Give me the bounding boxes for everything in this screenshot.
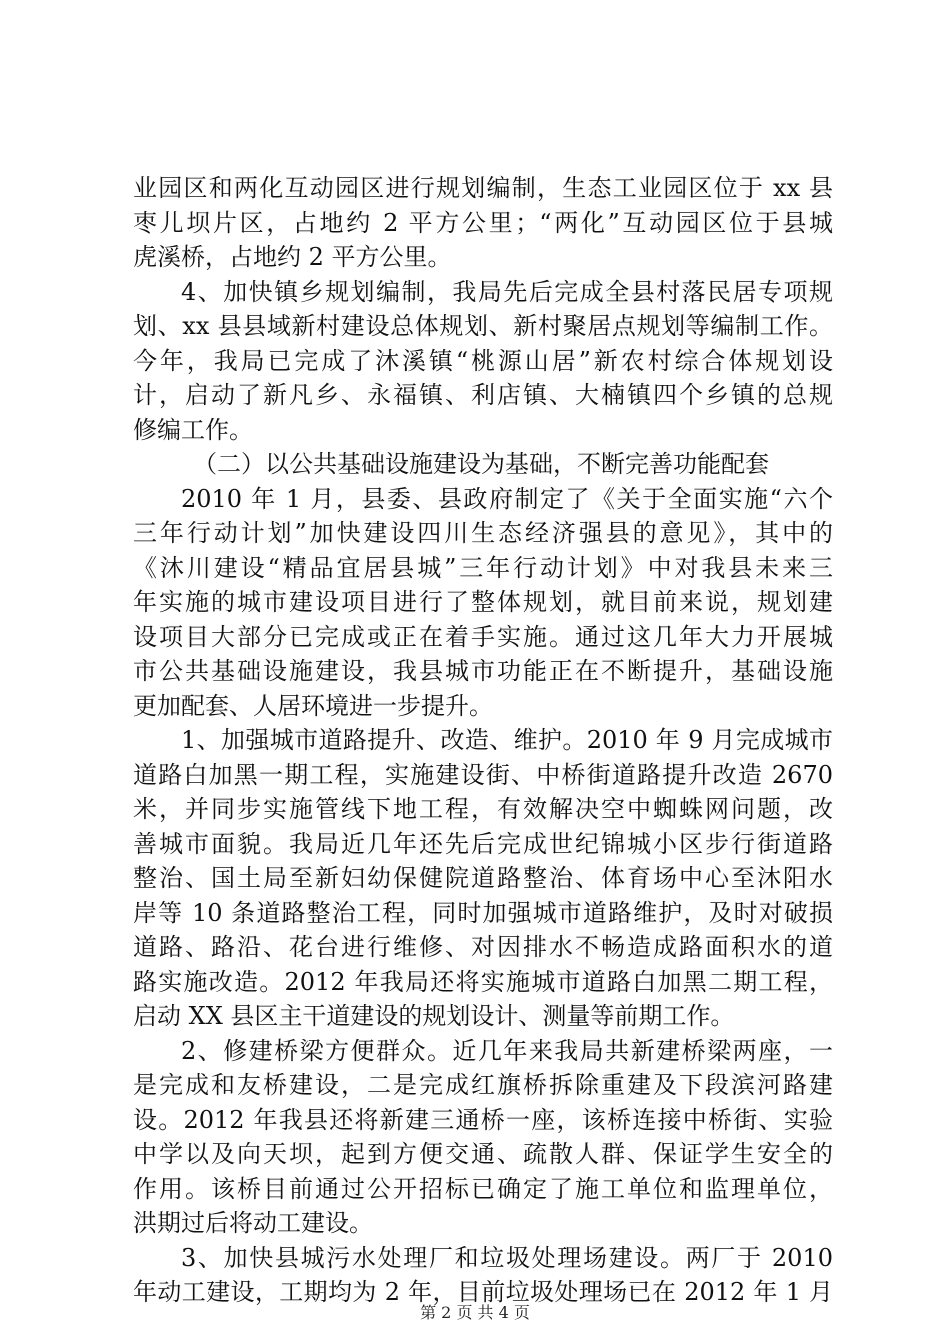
text-line: 4、加快镇乡规划编制，我局先后完成全县村落民居专项规 bbox=[181, 277, 833, 306]
text-line: 1、加强城市道路提升、改造、维护。2010 年 9 月完成城市 bbox=[181, 726, 833, 754]
text-line: 中学以及向天坝，起到方便交通、疏散人群、保证学生安全的 bbox=[133, 1140, 833, 1168]
text-line: 洪期过后将动工建设。 bbox=[133, 1209, 373, 1237]
text-line: 设。2012 年我县还将新建三通桥一座，该桥连接中桥街、实验 bbox=[133, 1105, 833, 1134]
text-line: 《沐川建设“精品宜居县城”三年行动计划》中对我县未来三 bbox=[133, 553, 833, 582]
text-line: 作用。该桥目前通过公开招标已确定了施工单位和监理单位， bbox=[133, 1174, 833, 1203]
document-body bbox=[133, 171, 833, 1310]
page-number-footer: 第 2 页 共 4 页 bbox=[420, 1303, 530, 1322]
text-line: 路实施改造。2012 年我局还将实施城市道路白加黑二期工程， bbox=[133, 967, 833, 996]
text-line: 更加配套、人居环境进一步提升。 bbox=[133, 691, 493, 720]
text-line: 枣儿坝片区，占地约 2 平方公里；“两化”互动园区位于县城 bbox=[133, 208, 833, 237]
text-line: 划、xx 县县域新村建设总体规划、新村聚居点规划等编制工作。 bbox=[133, 312, 833, 340]
text-line: 2010 年 1 月，县委、县政府制定了《关于全面实施“六个 bbox=[181, 484, 833, 513]
text-line: 米，并同步实施管线下地工程，有效解决空中蜘蛛网问题，改 bbox=[133, 795, 833, 823]
text-line: 年实施的城市建设项目进行了整体规划，就目前来说，规划建 bbox=[133, 588, 833, 616]
text-line: 道路白加黑一期工程，实施建设街、中桥街道路提升改造 2670 bbox=[133, 760, 833, 789]
text-line: 是完成和友桥建设，二是完成红旗桥拆除重建及下段滨河路建 bbox=[133, 1071, 833, 1099]
text-line: 2、修建桥梁方便群众。近几年来我局共新建桥梁两座，一 bbox=[181, 1036, 833, 1065]
text-line: 整治、国土局至新妇幼保健院道路整治、体育场中心至沐阳水 bbox=[133, 864, 833, 892]
text-line: 三年行动计划”加快建设四川生态经济强县的意见》，其中的 bbox=[133, 519, 833, 547]
text-line: 市公共基础设施建设，我县城市功能正在不断提升，基础设施 bbox=[133, 657, 833, 685]
text-line: 修编工作。 bbox=[133, 415, 253, 444]
text-line: 计，启动了新凡乡、永福镇、利店镇、大楠镇四个乡镇的总规 bbox=[133, 381, 833, 409]
text-line: 岸等 10 条道路整治工程，同时加强城市道路维护，及时对破损 bbox=[133, 898, 833, 927]
text-line: 设项目大部分已完成或正在着手实施。通过这几年大力开展城 bbox=[133, 622, 833, 651]
text-line: 业园区和两化互动园区进行规划编制，生态工业园区位于 xx 县 bbox=[133, 174, 833, 202]
text-line: 启动 XX 县区主干道建设的规划设计、测量等前期工作。 bbox=[133, 1002, 735, 1030]
text-line: 年动工建设，工期均为 2 年，目前垃圾处理场已在 2012 年 1 月 bbox=[133, 1278, 833, 1306]
text-line: 虎溪桥，占地约 2 平方公里。 bbox=[133, 243, 452, 271]
text-line: 3、加快县城污水处理厂和垃圾处理场建设。两厂于 2010 bbox=[181, 1243, 833, 1272]
text-line: 今年，我局已完成了沐溪镇“桃源山居”新农村综合体规划设 bbox=[133, 346, 833, 375]
text-line: 善城市面貌。我局近几年还先后完成世纪锦城小区步行街道路 bbox=[133, 829, 833, 858]
section-heading: （二）以公共基础设施建设为基础，不断完善功能配套 bbox=[193, 450, 769, 478]
text-line: 道路、路沿、花台进行维修、对因排水不畅造成路面积水的道 bbox=[133, 933, 833, 961]
